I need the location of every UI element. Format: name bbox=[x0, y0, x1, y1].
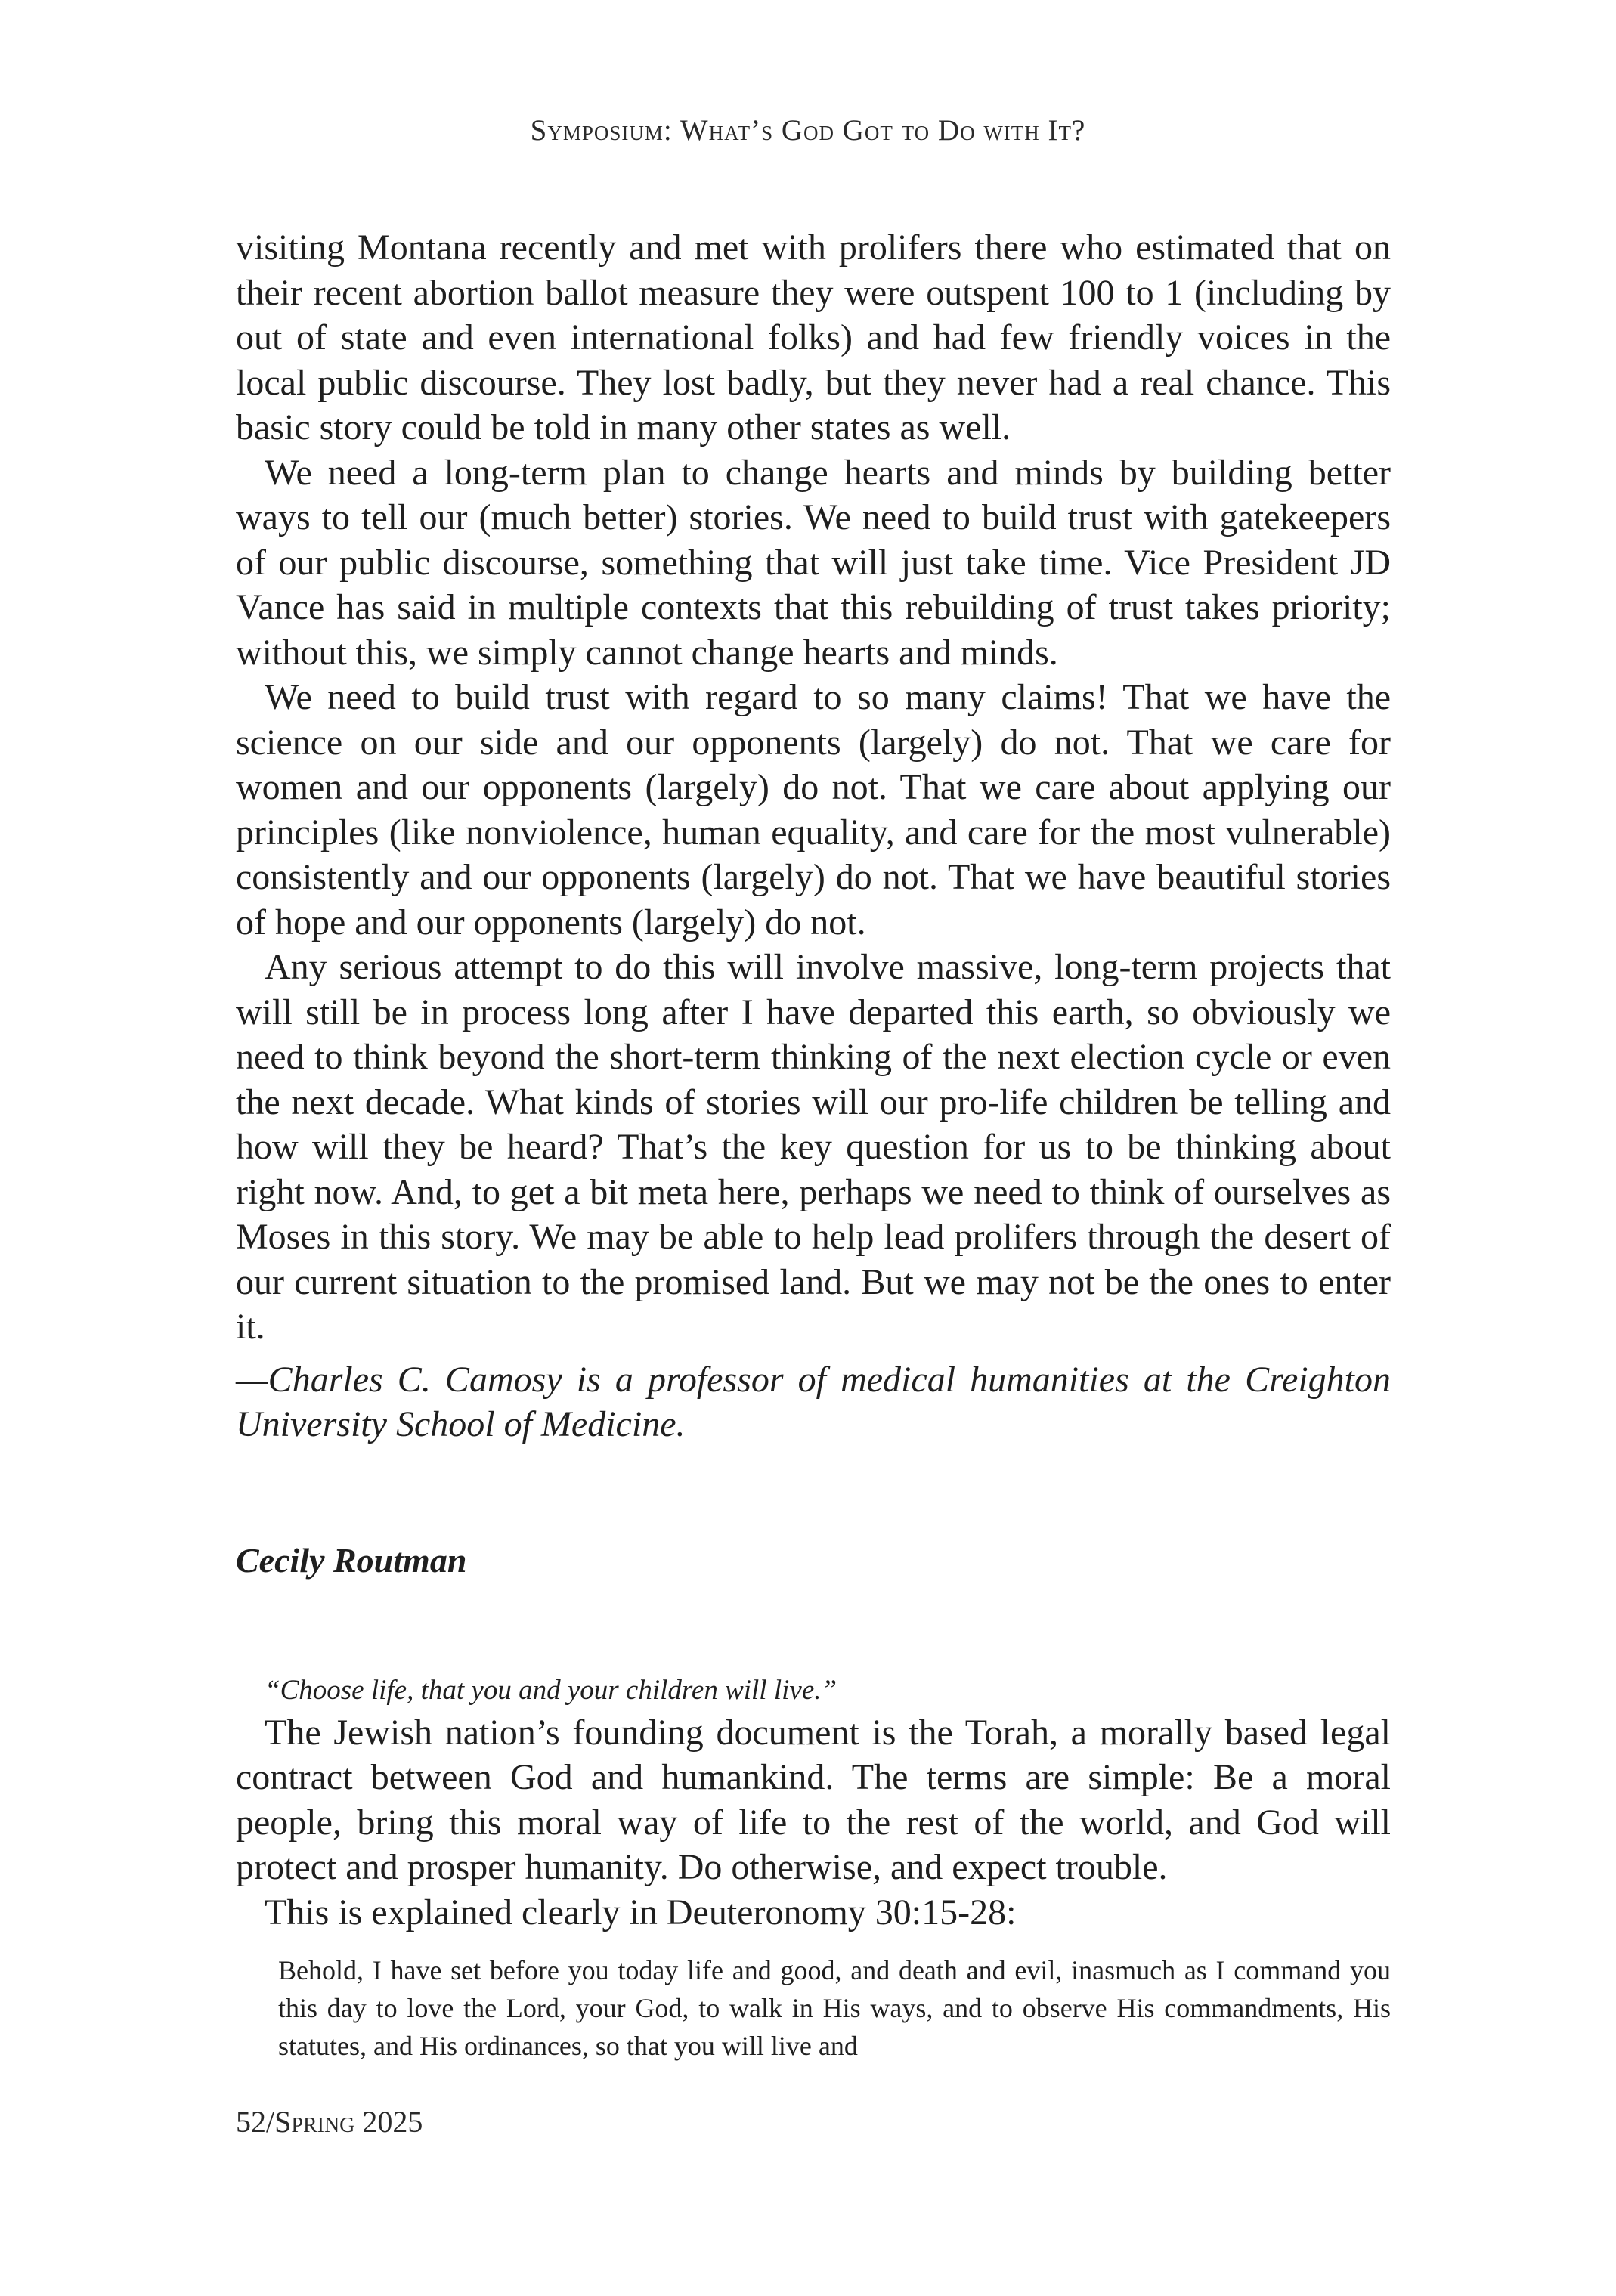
paragraph: We need to build trust with regard to so many claims! That we have the science on our side and our opponents (largely) do not. That we care for women and our opponents (largely) do not. That we care about applying our principles (like nonviolence, human equality, and care for the most vulnerable) consistently and our opponents (largely) do not. That we have beautiful stories of hope and our opponents (largely) do not. bbox=[236, 677, 1391, 942]
article-body bbox=[236, 225, 1391, 2065]
paragraph: Any serious attempt to do this will involve massive, long-term projects that will still be in process long after I have departed this earth, so obviously we need to think beyond the short-term thinking of the next election cycle or even the next decade. What kinds of stories will our pro-life children be telling and how will they be heard? That’s the key question for us to be thinking about right now. And, to get a bit meta here, perhaps we need to think of ourselves as Moses in this story. We may be able to help lead prolifers through the desert of our current situation to the promised land. But we may not be the ones to enter it. bbox=[236, 947, 1391, 1347]
running-head: Symposium: What’s God Got to Do with It? bbox=[530, 114, 1086, 147]
section-author-heading: Cecily Routman bbox=[236, 1540, 467, 1580]
page-number: 52/ bbox=[236, 2105, 275, 2139]
author-byline: —Charles C. Camosy is a professor of medical humanities at the Creighton University School of Medicine. bbox=[236, 1359, 1391, 1444]
paragraph: The Jewish nation’s founding document is the Torah, a morally based legal contract between God and humankind. The terms are simple: Be a moral people, bring this moral way of life to the rest of the world, and God will protect and prosper humanity. Do otherwise, and expect trouble. bbox=[236, 1712, 1391, 1887]
paragraph-continuation: visiting Montana recently and met with prolifers there who estimated that on their recent abortion ballot measure they were outspent 100 to 1 (including by out of state and even international folks) and had few friendly voices in the local public discourse. They lost badly, but they never had a real chance. This basic story could be told in many other states as well. bbox=[236, 227, 1391, 447]
issue-label: Spring 2025 bbox=[274, 2105, 423, 2139]
epigraph: “Choose life, that you and your children will live.” bbox=[265, 1674, 837, 1706]
scripture-block-quote: Behold, I have set before you today life and good, and death and evil, inasmuch as I command you this day to love the Lord, your God, to walk in His ways, and to observe His commandments, His statutes, and His ordinances, so that you will live and bbox=[278, 1955, 1391, 2061]
paragraph: We need a long-term plan to change hearts and minds by building better ways to tell our (much better) stories. We need to build trust with gatekeepers of our public discourse, something that will just take time. Vice President JD Vance has said in multiple contexts that this rebuilding of trust takes priority; without this, we simply cannot change hearts and minds. bbox=[236, 452, 1391, 673]
paragraph: This is explained clearly in Deuteronomy 30:15-28: bbox=[265, 1892, 1017, 1932]
page-folio bbox=[236, 2104, 423, 2140]
